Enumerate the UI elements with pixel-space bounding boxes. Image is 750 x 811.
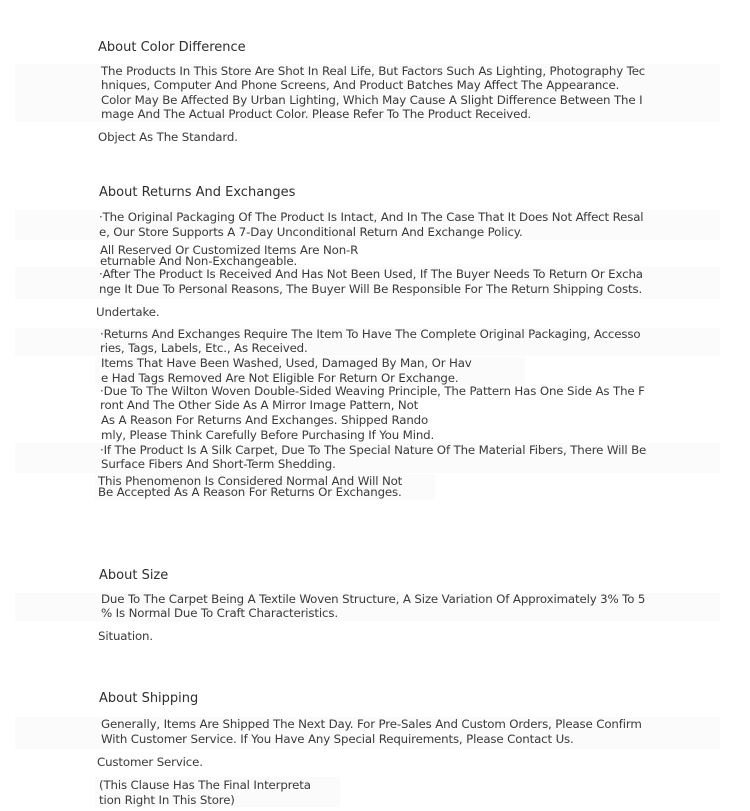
size-heading: About Size bbox=[99, 568, 169, 583]
color-heading: About Color Difference bbox=[98, 40, 246, 55]
returns-p5-line-1: Items That Have Been Washed, Used, Damaged By Man, Or Hav bbox=[101, 356, 472, 370]
size-tail: Situation. bbox=[98, 629, 153, 643]
color-tail: Object As The Standard. bbox=[98, 130, 238, 144]
color-line-1: The Products In This Store Are Shot In Real Life, But Factors Such As Lighting, Photography Tec bbox=[101, 64, 646, 78]
returns-p7-line-1: As A Reason For Returns And Exchanges. Shipped Rando bbox=[101, 413, 429, 427]
returns-p9-line-1: This Phenomenon Is Considered Normal And Will Not bbox=[98, 474, 403, 488]
color-line-4: mage And The Actual Product Color. Please Refer To The Product Received. bbox=[101, 107, 532, 121]
shipping-heading: About Shipping bbox=[99, 691, 199, 706]
returns-p1-line-1: ·The Original Packaging Of The Product Is Intact, And In The Case That It Does Not Affect Resal bbox=[99, 210, 644, 224]
returns-p4-line-1: ·Returns And Exchanges Require The Item To Have The Complete Original Packaging, Accesso bbox=[100, 327, 641, 341]
size-line-2: % Is Normal Due To Craft Characteristics. bbox=[101, 606, 338, 620]
shipping-clause-line-2: tion Right In This Store) bbox=[99, 793, 235, 807]
shipping-clause-line-1: (This Clause Has The Final Interpreta bbox=[99, 778, 311, 792]
returns-p2-line-2: eturnable And Non-Exchangeable. bbox=[100, 254, 298, 268]
color-line-3: Color May Be Affected By Urban Lighting, Which May Cause A Slight Difference Between The I bbox=[101, 93, 643, 107]
returns-p1-line-2: e, Our Store Supports A 7-Day Unconditional Return And Exchange Policy. bbox=[99, 225, 523, 239]
size-line-1: Due To The Carpet Being A Textile Woven Structure, A Size Variation Of Approximately 3% To 5 bbox=[101, 592, 646, 606]
returns-p9-line-2: Be Accepted As A Reason For Returns Or Exchanges. bbox=[98, 485, 402, 499]
returns-p6-line-1: ·Due To The Wilton Woven Double-Sided Weaving Principle, The Pattern Has One Side As The F bbox=[100, 384, 645, 398]
shipping-line-1: Generally, Items Are Shipped The Next Day. For Pre-Sales And Custom Orders, Please Confirm bbox=[101, 717, 642, 731]
returns-p4-line-2: ries, Tags, Labels, Etc., As Received. bbox=[100, 341, 308, 355]
returns-p8-line-1: ·If The Product Is A Silk Carpet, Due To The Special Nature Of The Material Fibers, There Will Be bbox=[100, 443, 647, 457]
returns-p3-line-1: ·After The Product Is Received And Has Not Been Used, If The Buyer Needs To Return Or Excha bbox=[99, 267, 643, 281]
returns-p3-line-2: nge It Due To Personal Reasons, The Buyer Will Be Responsible For The Return Shipping Costs. bbox=[99, 282, 643, 296]
returns-p8-line-2: Surface Fibers And Short-Term Shedding. bbox=[101, 457, 336, 471]
returns-p5-line-2: e Had Tags Removed Are Not Eligible For Return Or Exchange. bbox=[101, 371, 459, 385]
shipping-tail: Customer Service. bbox=[97, 755, 203, 769]
returns-heading: About Returns And Exchanges bbox=[99, 185, 296, 200]
returns-tail: Undertake. bbox=[96, 305, 160, 319]
returns-p2-line-1: All Reserved Or Customized Items Are Non-R bbox=[100, 243, 359, 257]
shipping-line-2: With Customer Service. If You Have Any Special Requirements, Please Contact Us. bbox=[101, 732, 574, 746]
color-line-2: hniques, Computer And Phone Screens, And Product Batches May Affect The Appearance. bbox=[101, 78, 620, 92]
returns-p6-line-2: ront And The Other Side As A Mirror Image Pattern, Not bbox=[100, 398, 419, 412]
returns-p7-line-2: mly, Please Think Carefully Before Purchasing If You Mind. bbox=[101, 428, 435, 442]
